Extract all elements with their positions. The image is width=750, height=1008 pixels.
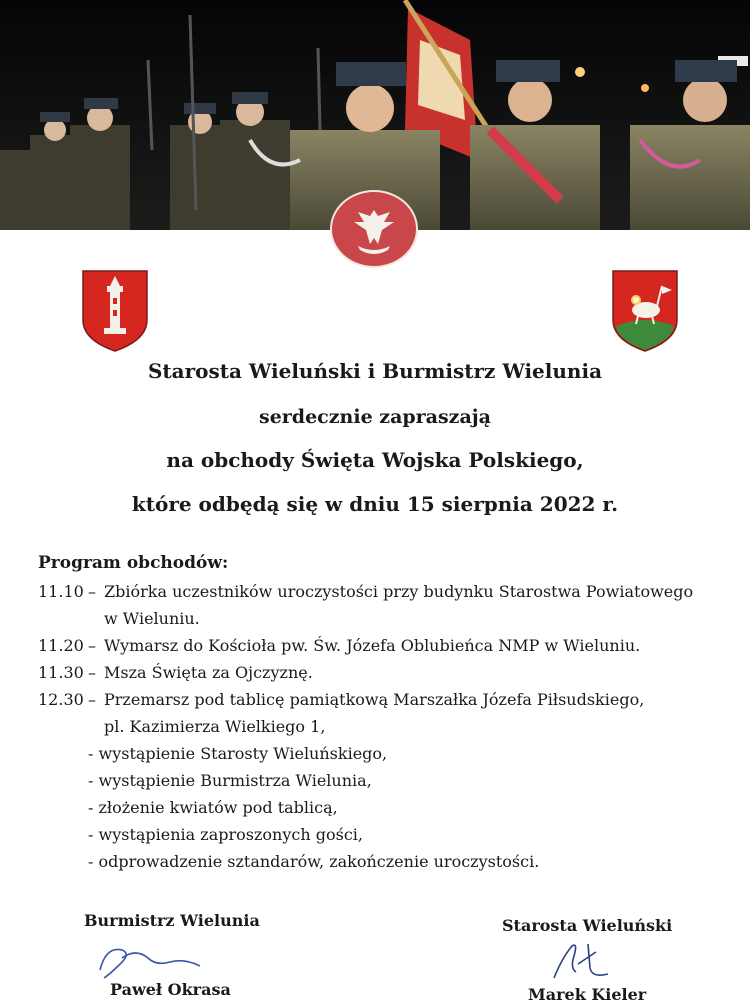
program-text: Msza Święta za Ojczyznę. bbox=[104, 663, 313, 682]
invitation-line-3: które odbędą się w dniu 15 sierpnia 2022 r. bbox=[131, 492, 619, 516]
program-subitem: - wystąpienie Burmistrza Wielunia, bbox=[88, 771, 372, 790]
program-subitem: - wystąpienie Starosty Wieluńskiego, bbox=[88, 744, 388, 763]
signature-right-name: Marek Kieler bbox=[528, 985, 647, 1004]
program-time: 11.10 bbox=[38, 582, 84, 601]
invitation-line-1: serdecznie zapraszają bbox=[259, 406, 491, 428]
page-title: Starosta Wieluński i Burmistrz Wielunia bbox=[147, 359, 603, 383]
program-text: Przemarsz pod tablicę pamiątkową Marszałka Józefa Piłsudskiego, bbox=[104, 690, 645, 709]
program-subitem: - złożenie kwiatów pod tablicą, bbox=[88, 798, 338, 817]
signature-right-role: Starosta Wieluński bbox=[502, 916, 673, 935]
program-dash: – bbox=[88, 663, 96, 682]
invitation-line-2: na obchody Święta Wojska Polskiego, bbox=[166, 448, 584, 472]
program-subitem: - wystąpienia zaproszonych gości, bbox=[88, 825, 363, 844]
program-time: 12.30 bbox=[38, 690, 84, 709]
signature-left-role: Burmistrz Wielunia bbox=[84, 911, 260, 930]
wielun-county-coat-of-arms-icon bbox=[82, 270, 148, 352]
polish-eagle-emblem-icon bbox=[330, 190, 418, 268]
program-time: 11.30 bbox=[38, 663, 84, 682]
wielun-town-coat-of-arms-icon bbox=[612, 270, 678, 352]
program-text: Wymarsz do Kościoła pw. Św. Józefa Oblubieńca NMP w Wieluniu. bbox=[104, 636, 641, 655]
program-title: Program obchodów: bbox=[38, 553, 229, 573]
program-dash: – bbox=[88, 636, 96, 655]
signature-right-handwriting bbox=[548, 938, 628, 990]
program-dash: – bbox=[88, 582, 96, 601]
program-time: 11.20 bbox=[38, 636, 84, 655]
program-item-4-continuation: pl. Kazimierza Wielkiego 1, bbox=[104, 717, 326, 736]
signature-left-name: Paweł Okrasa bbox=[110, 980, 231, 999]
program-item-1-continuation: w Wieluniu. bbox=[104, 609, 200, 628]
program-subitem: - odprowadzenie sztandarów, zakończenie uroczystości. bbox=[88, 852, 540, 871]
program-dash: – bbox=[88, 690, 96, 709]
program-text: Zbiórka uczestników uroczystości przy budynku Starostwa Powiatowego bbox=[104, 582, 694, 601]
